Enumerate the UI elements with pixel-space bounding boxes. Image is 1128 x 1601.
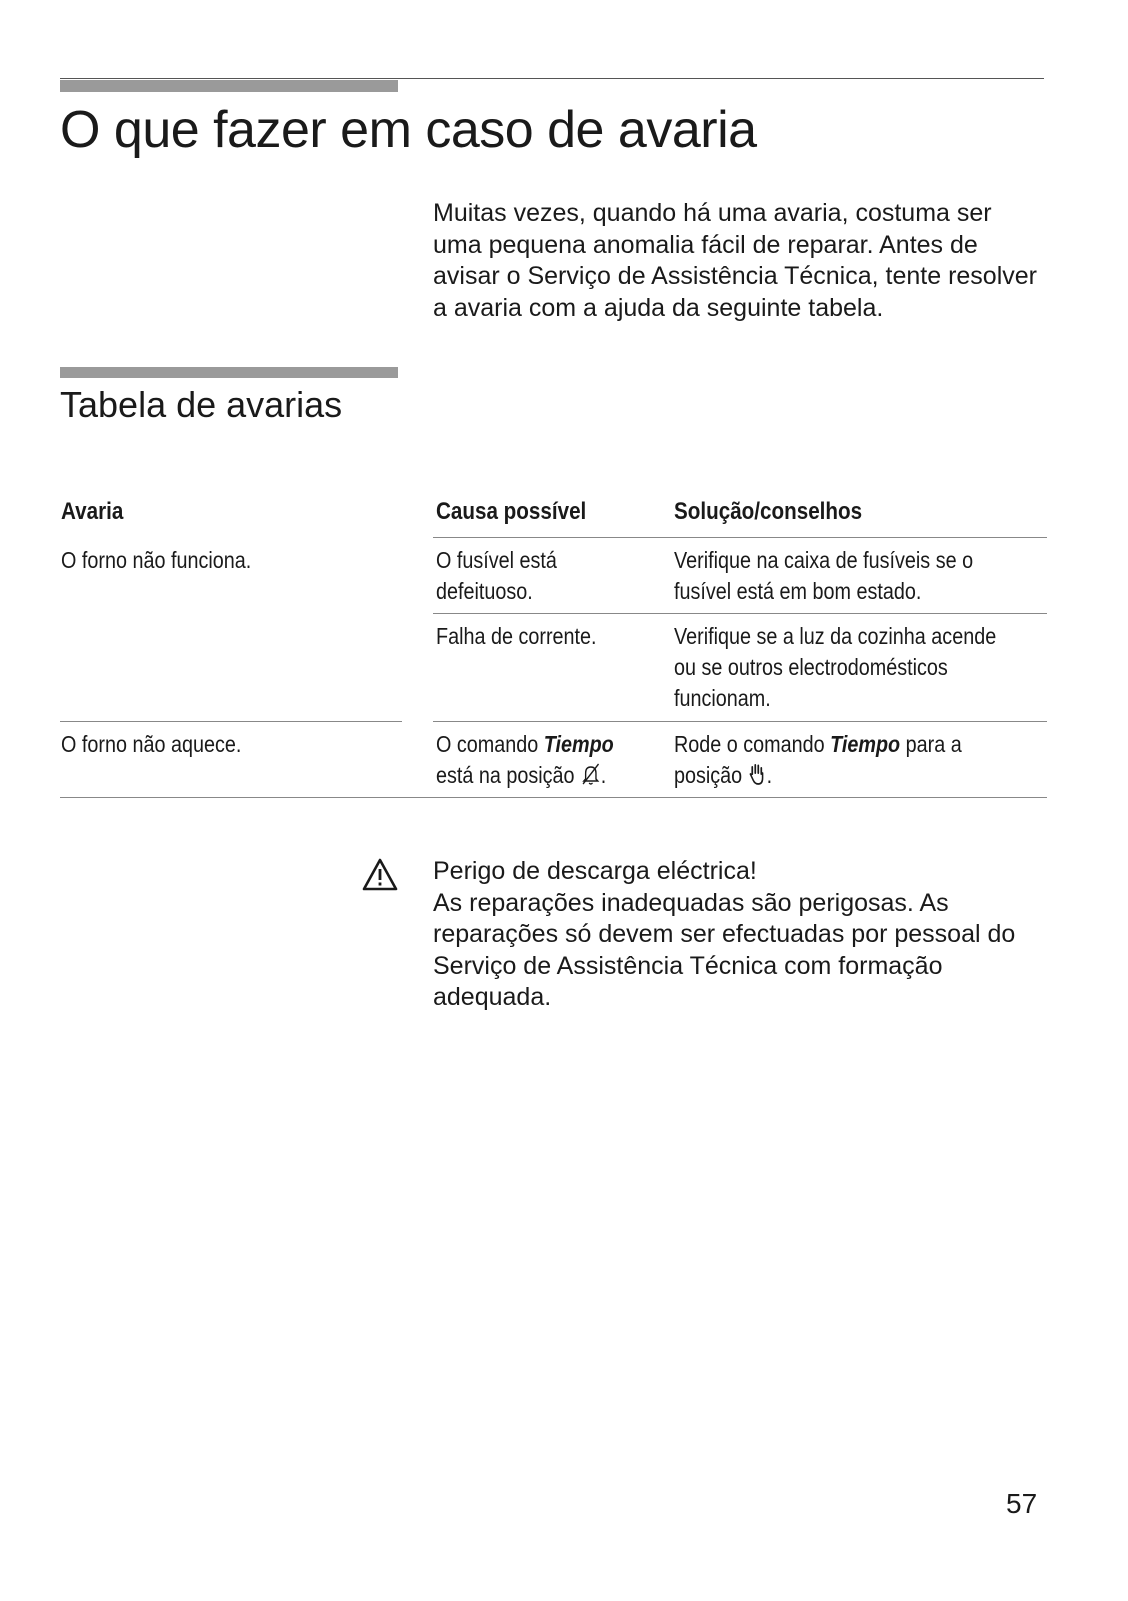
row-cause-cell — [436, 621, 597, 652]
solution-line: Verifique na caixa de fusíveis se o — [674, 547, 974, 573]
intro-line: a avaria com a ajuda da seguinte tabela. — [433, 293, 884, 322]
warning-line: Perigo de descarga eléctrica! — [433, 857, 757, 885]
row-cause-cell — [436, 545, 557, 607]
warning-line: As reparações inadequadas são perigosas. As — [433, 888, 949, 917]
row-solution-cell — [674, 621, 996, 714]
solution-line: Verifique se a luz da cozinha acende — [674, 623, 997, 649]
row-solution-cell — [674, 729, 962, 791]
column-header-fault: Avaria — [61, 498, 124, 525]
solution-line: ou se outros electrodomésticos — [674, 654, 948, 680]
table-divider — [60, 721, 402, 722]
hand-icon — [748, 762, 767, 786]
cause-line: Falha de corrente. — [436, 623, 597, 649]
row-fault-cell: O forno não funciona. — [61, 547, 252, 573]
warning-line: reparações só devem ser efectuadas por pessoal do — [433, 920, 1016, 948]
bell-off-icon — [580, 762, 601, 786]
table-divider — [433, 721, 1047, 722]
warning-line: Serviço de Assistência Técnica com formação — [433, 951, 943, 980]
intro-paragraph — [433, 198, 1053, 324]
cause-line: O fusível está — [436, 547, 557, 573]
intro-line: uma pequena anomalia fácil de reparar. Antes de — [433, 230, 978, 259]
table-divider — [433, 613, 1047, 614]
solution-line: funcionam. — [674, 685, 771, 711]
intro-line: avisar o Serviço de Assistência Técnica, tente resolver — [433, 262, 1037, 290]
row-solution-cell — [674, 545, 973, 607]
warning-triangle-icon — [362, 858, 398, 892]
control-name: Tiempo — [830, 731, 901, 757]
row-fault-cell: O forno não aquece. — [61, 731, 242, 757]
header-rule — [60, 78, 1044, 79]
table-divider — [433, 537, 1047, 538]
solution-text: Rode o comando — [674, 731, 831, 757]
cause-text: . — [600, 762, 607, 788]
solution-text: para a — [900, 731, 962, 757]
section-title: Tabela de avarias — [60, 384, 343, 425]
warning-text — [433, 856, 1053, 1014]
column-header-cause: Causa possível — [436, 498, 587, 525]
cause-text: está na posição — [436, 762, 575, 788]
table-bottom-rule — [60, 797, 1047, 798]
control-name: Tiempo — [543, 731, 614, 757]
warning-line: adequada. — [433, 983, 552, 1011]
section-accent-bar — [60, 367, 398, 378]
cause-text: O comando — [436, 731, 544, 757]
solution-text: . — [766, 762, 773, 788]
header-accent-bar — [60, 80, 398, 92]
row-cause-cell — [436, 729, 614, 791]
page-title: O que fazer em caso de avaria — [60, 101, 757, 159]
solution-line: fusível está em bom estado. — [674, 578, 922, 604]
cause-line: defeituoso. — [436, 578, 533, 604]
solution-text: posição — [674, 762, 743, 788]
page-number: 57 — [1006, 1488, 1038, 1519]
column-header-solution: Solução/conselhos — [674, 498, 863, 525]
intro-line: Muitas vezes, quando há uma avaria, costuma ser — [433, 199, 992, 227]
